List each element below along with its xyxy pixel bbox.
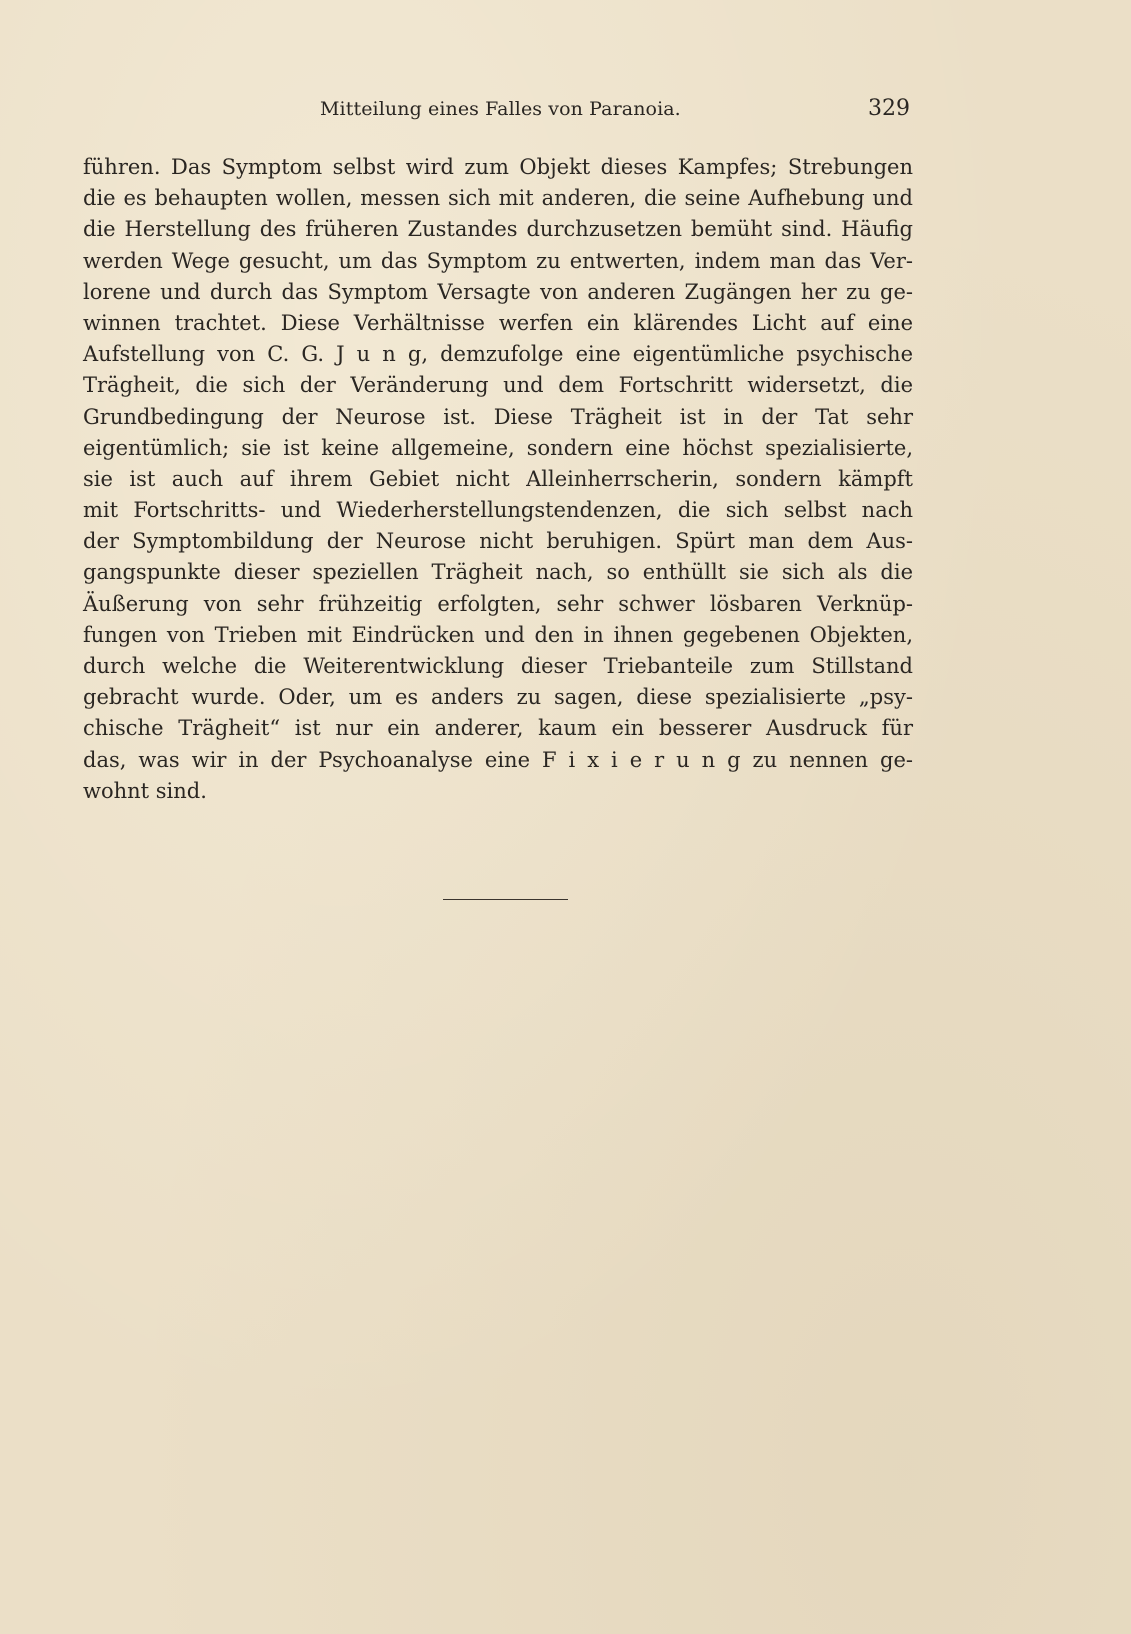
text-line: fungen von Trieben mit Eindrücken und den in ihnen gegebenen Objekten, xyxy=(83,622,913,647)
text-line: durch welche die Weiterentwicklung dieser Triebanteile zum Stillstand xyxy=(83,654,913,678)
text-line: gangspunkte dieser speziellen Trägheit nach, so enthüllt sie sich als die xyxy=(83,560,913,585)
text-line: Trägheit, die sich der Veränderung und dem Fortschritt widersetzt, die xyxy=(83,373,913,398)
text-line: das, was wir in der Psychoanalyse eine F i x i e r u n g zu nennen ge- xyxy=(83,747,913,772)
page-header xyxy=(320,98,910,128)
page-number: 329 xyxy=(868,96,910,121)
text-line: mit Fortschritts- und Wiederherstellungstendenzen, die sich selbst nach xyxy=(83,498,913,523)
body-paragraph xyxy=(83,152,913,807)
text-line: lorene und durch das Symptom Versagte von anderen Zugängen her zu ge- xyxy=(83,279,913,304)
text-line: gebracht wurde. Oder, um es anders zu sagen, diese spezialisierte „psy- xyxy=(83,685,913,710)
text-line: der Symptombildung der Neurose nicht beruhigen. Spürt man dem Aus- xyxy=(83,529,913,554)
text-line: winnen trachtet. Diese Verhältnisse werfen ein klärendes Licht auf eine xyxy=(83,310,913,335)
text-line: die Herstellung des früheren Zustandes durchzusetzen bemüht sind. Häufig xyxy=(83,217,913,242)
text-line: werden Wege gesucht, um das Symptom zu entwerten, indem man das Ver- xyxy=(83,248,913,273)
text-line: Äußerung von sehr frühzeitig erfolgten, sehr schwer lösbaren Verknüp- xyxy=(83,591,913,616)
end-of-section-rule xyxy=(443,899,568,900)
text-line: Aufstellung von C. G. J u n g, demzufolge eine eigentümliche psychische xyxy=(83,342,913,367)
text-line: eigentümlich; sie ist keine allgemeine, sondern eine höchst spezialisierte, xyxy=(83,435,913,460)
text-line: Grundbedingung der Neurose ist. Diese Trägheit ist in der Tat sehr xyxy=(83,404,913,429)
text-line: sie ist auch auf ihrem Gebiet nicht Alleinherrscherin, sondern kämpft xyxy=(83,466,913,491)
text-line: führen. Das Symptom selbst wird zum Objekt dieses Kampfes; Strebungen xyxy=(83,155,913,179)
text-line-last: wohnt sind. xyxy=(83,778,207,803)
running-title: Mitteilung eines Falles von Paranoia. xyxy=(320,98,681,120)
text-line: chische Trägheit“ ist nur ein anderer, kaum ein besserer Ausdruck für xyxy=(83,716,913,741)
text-line: die es behaupten wollen, messen sich mit anderen, die seine Aufhebung und xyxy=(83,186,913,211)
